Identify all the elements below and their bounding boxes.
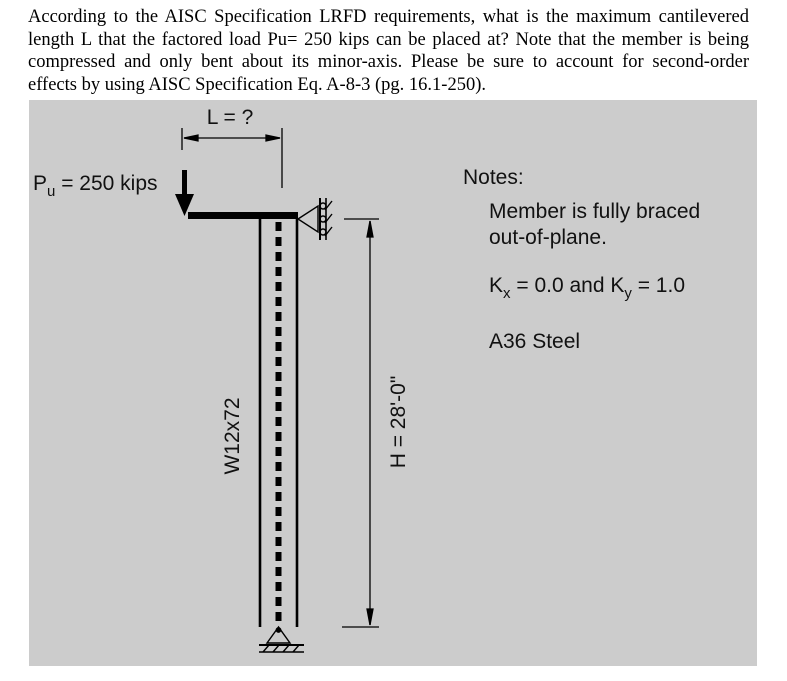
- diagram-canvas: [29, 100, 757, 666]
- column-w12x72: [260, 218, 297, 627]
- length-dimension: [182, 128, 282, 188]
- arrowhead-left: [184, 135, 198, 141]
- structural-diagram: [29, 100, 757, 666]
- height-arrowhead-bottom: [367, 609, 373, 625]
- height-label: H = 28'-0": [387, 375, 410, 469]
- notes-heading: Notes:: [463, 166, 524, 189]
- question-text: According to the AISC Specification LRFD requirements, what is the maximum cantilevered length L that the factored load Pu= 250 kips can be placed at? Note that the member is being compressed and only bent about its minor-axis. Please be sure to account for second-order effects by using AISC Specification Eq. A-8-3 (pg. 16.1-250).: [28, 7, 749, 95]
- cantilever-beam: [188, 212, 298, 219]
- load-label: $P_u = 250$ kips: [33, 172, 158, 200]
- notes-k-factors: $K_x = 0.0$ and $K_y = 1.0$: [489, 274, 686, 302]
- load-arrow-icon: [175, 170, 194, 216]
- notes-material: A36 Steel: [489, 330, 581, 353]
- arrowhead-right: [266, 135, 280, 141]
- height-dimension: [342, 219, 379, 627]
- notes-line-bracing-cont: out-of-plane.: [489, 226, 607, 249]
- section-label: W12x72: [221, 397, 244, 475]
- height-arrowhead-top: [367, 221, 373, 237]
- lateral-brace-icon: [298, 198, 332, 240]
- notes-block: [463, 166, 700, 353]
- notes-line-bracing: Member is fully braced: [489, 200, 701, 223]
- pin-support-icon: [259, 627, 304, 652]
- length-label: L = ?: [206, 106, 254, 129]
